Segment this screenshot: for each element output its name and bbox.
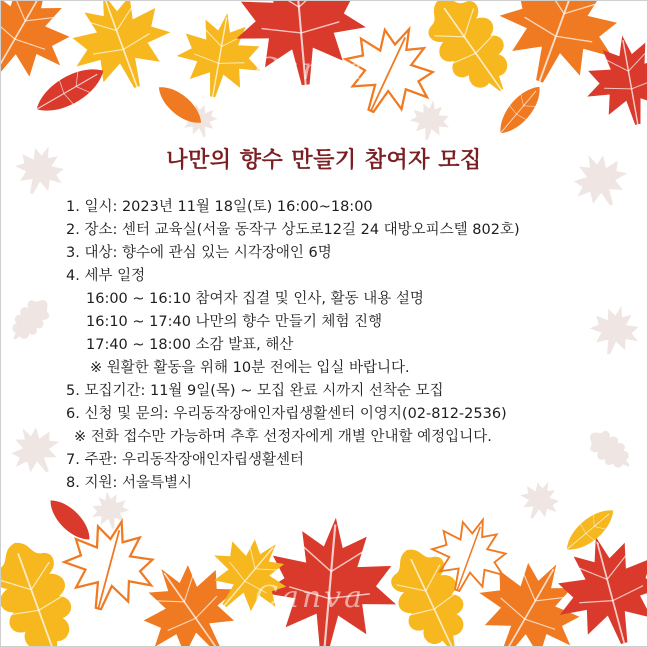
info-schedule-heading: 4. 세부 일정 bbox=[66, 268, 146, 284]
info-target: 3. 대상: 향수에 관심 있는 시각장애인 6명 bbox=[66, 245, 332, 261]
poster-title: 나만의 향수 만들기 참여자 모집 bbox=[166, 148, 482, 173]
schedule-item: 16:00 ~ 16:10 참여자 집결 및 인사, 활동 내용 설명 bbox=[86, 291, 424, 307]
info-list bbox=[66, 196, 626, 495]
contact-note: ※ 전화 접수만 가능하며 추후 선정자에게 개별 안내할 예정입니다. bbox=[74, 429, 492, 445]
schedule-item: 17:40 ~ 18:00 소감 발표, 해산 bbox=[86, 337, 294, 353]
info-location: 2. 장소: 센터 교육실(서울 동작구 상도로12길 24 대방오피스텔 802호) bbox=[66, 222, 520, 238]
schedule-item: 16:10 ~ 17:40 나만의 향수 만들기 체험 진행 bbox=[86, 314, 383, 330]
info-recruitment-period: 5. 모집기간: 11월 9일(목) ~ 모집 완료 시까지 선착순 모집 bbox=[66, 383, 444, 399]
watermark-bottom: Canva bbox=[255, 580, 365, 615]
schedule-note: ※ 원활한 활동을 위해 10분 전에는 입실 바랍니다. bbox=[90, 360, 410, 376]
info-sponsor: 8. 지원: 서울특별시 bbox=[66, 475, 192, 491]
info-contact: 6. 신청 및 문의: 우리동작장애인자립생활센터 이영지(02-812-2536) bbox=[66, 406, 507, 422]
info-organizer: 7. 주관: 우리동작장애인자립생활센터 bbox=[66, 452, 305, 468]
info-date: 1. 일시: 2023년 11월 18일(토) 16:00~18:00 bbox=[66, 199, 373, 215]
watermark-top: Canva bbox=[255, 52, 365, 87]
bottom-leaves bbox=[0, 494, 648, 647]
